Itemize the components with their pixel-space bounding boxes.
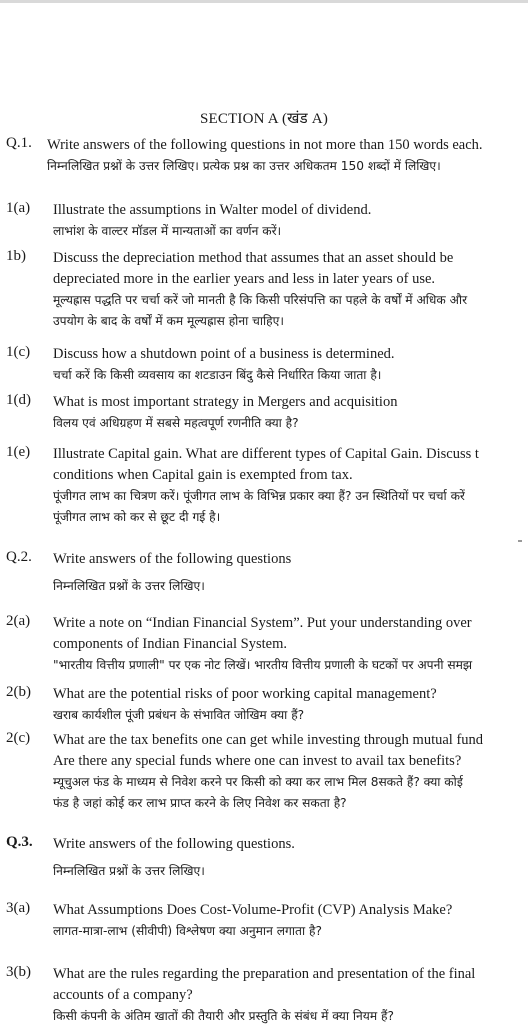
question-number: 1(c) — [6, 344, 31, 360]
question-text-en-1: Write a note on “Indian Financial System”. Put your understanding over — [53, 615, 472, 631]
question-text-en-1: What are the tax benefits one can get while investing through mutual fund — [53, 732, 484, 748]
question-number: 1(d) — [6, 392, 31, 408]
question-number: Q.2. — [6, 549, 32, 565]
question-text-hi-2: फंड है जहां कोई कर लाभ प्राप्त करने के लिए निवेश कर सकता है? — [53, 796, 347, 810]
section-heading: SECTION A (खंड A) — [199, 111, 329, 127]
question-number: Q.1. — [6, 135, 32, 151]
question-text-hi-1: पूंजीगत लाभ का चित्रण करें। पूंजीगत लाभ के विभिन्न प्रकार क्या हैं? उन स्थितियों पर चर्चा करें — [53, 489, 465, 503]
question-text-en: What are the potential risks of poor working capital management? — [53, 686, 437, 702]
question-text-en-2: components of Indian Financial System. — [53, 636, 287, 652]
question-text-en: What is most important strategy in Mergers and acquisition — [53, 394, 398, 410]
question-text-hi-2: उपयोग के बाद के वर्षों में कम मूल्यह्रास होना चाहिए। — [53, 314, 284, 328]
question-text-hi-2: पूंजीगत लाभ को कर से छूट दी गई है। — [53, 510, 221, 524]
question-text-hi-1: म्यूचुअल फंड के माध्यम से निवेश करने पर किसी को क्या कर लाभ मिल 8सकते हैं? क्या कोई — [53, 775, 463, 789]
question-number: 2(c) — [6, 730, 31, 746]
question-text-hi-1: मूल्यह्रास पद्धति पर चर्चा करें जो मानती है कि किसी परिसंपत्ति का पहले के वर्षों में अधिक और — [53, 293, 468, 307]
question-text-en-1: Illustrate Capital gain. What are different types of Capital Gain. Discuss t — [53, 446, 479, 462]
question-text-en-1: Discuss the depreciation method that assumes that an asset should be — [53, 250, 454, 266]
question-number: 2(a) — [6, 613, 31, 629]
question-text-hi: "भारतीय वित्तीय प्रणाली" पर एक नोट लिखें। भारतीय वित्तीय प्रणाली के घटकों पर अपनी समझ — [53, 658, 473, 672]
page-top-edge — [0, 0, 528, 3]
question-text-en-2: depreciated more in the earlier years and less in later years of use. — [53, 271, 436, 287]
question-text-en: What Assumptions Does Cost-Volume-Profit (CVP) Analysis Make? — [53, 902, 453, 918]
question-text-hi: निम्नलिखित प्रश्नों के उत्तर लिखिए। प्रत्येक प्रश्न का उत्तर अधिकतम 150 शब्दों में लिखिए। — [47, 159, 441, 173]
question-number: 3(a) — [6, 900, 31, 916]
question-text-hi: निम्नलिखित प्रश्नों के उत्तर लिखिए। — [53, 864, 205, 878]
question-text-en-2: conditions when Capital gain is exempted from tax. — [53, 467, 353, 483]
question-text-en: Illustrate the assumptions in Walter model of dividend. — [53, 202, 372, 218]
question-text-hi: लागत-मात्रा-लाभ (सीवीपी) विश्लेषण क्या अनुमान लगाता है? — [53, 924, 322, 938]
question-text-hi: विलय एवं अधिग्रहण में सबसे महत्वपूर्ण रणनीति क्या है? — [53, 416, 299, 430]
question-text-hi: किसी कंपनी के अंतिम खातों की तैयारी और प्रस्तुति के संबंध में क्या नियम हैं? — [53, 1009, 394, 1023]
question-text-hi: लाभांश के वाल्टर मॉडल में मान्यताओं का वर्णन करें। — [53, 224, 282, 238]
question-number: 2(b) — [6, 684, 31, 700]
question-number: 1(e) — [6, 444, 31, 460]
question-number: 1b) — [6, 248, 26, 264]
question-text-en: Write answers of the following questions. — [53, 836, 295, 852]
question-number: 1(a) — [6, 200, 31, 216]
question-text-en: Discuss how a shutdown point of a business is determined. — [53, 346, 395, 362]
question-text-en-1: What are the rules regarding the preparation and presentation of the final — [53, 966, 476, 982]
question-text-hi: खराब कार्यशील पूंजी प्रबंधन के संभावित जोखिम क्या हैं? — [53, 708, 305, 722]
question-text-hi: चर्चा करें कि किसी व्यवसाय का शटडाउन बिंदु कैसे निर्धारित किया जाता है। — [53, 368, 382, 382]
question-number: Q.3. — [6, 834, 33, 850]
question-text-en-2: accounts of a company? — [53, 987, 193, 1003]
question-text-en-2: Are there any special funds where one can invest to avail tax benefits? — [53, 753, 462, 769]
question-text-en: Write answers of the following questions in not more than 150 words each. — [47, 137, 483, 153]
question-text-hi: निम्नलिखित प्रश्नों के उत्तर लिखिए। — [53, 579, 205, 593]
question-text-en: Write answers of the following questions — [53, 551, 292, 567]
question-number: 3(b) — [6, 964, 31, 980]
scan-mark — [518, 540, 522, 542]
